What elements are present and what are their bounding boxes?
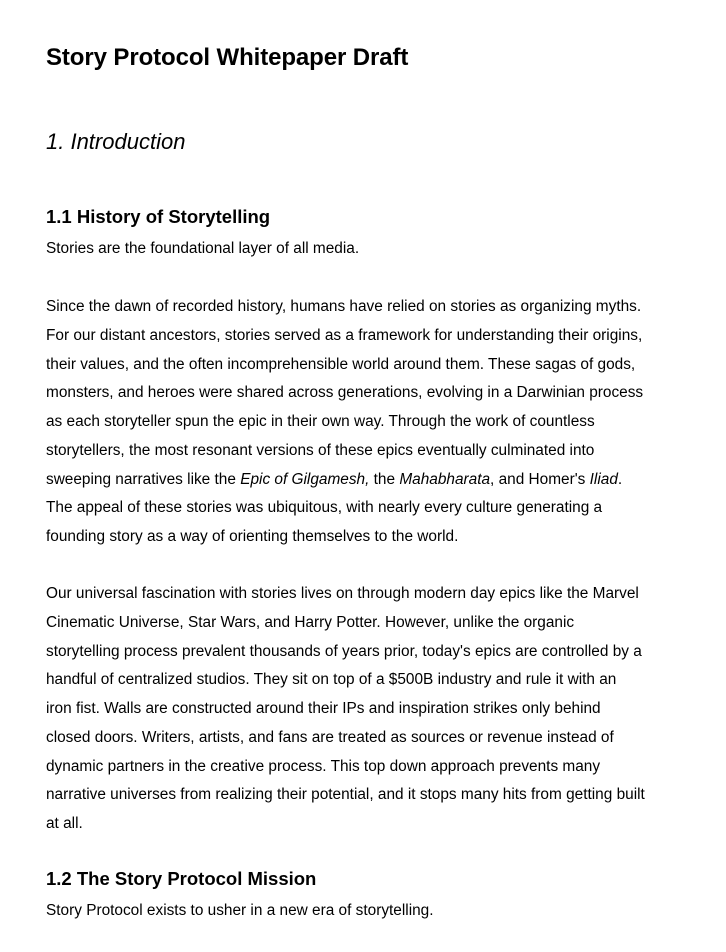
work-title-gilgamesh: Epic of Gilgamesh, [240, 470, 370, 488]
text-line: For our distant ancestors, stories served as a framework for understanding their origins, [46, 326, 643, 344]
text-line-epics [46, 466, 708, 495]
text-run: sweeping narratives like the [46, 470, 241, 488]
text-line: as each storyteller spun the epic in their own way. Through the work of countless [46, 413, 595, 430]
text-line: founding story as a way of orienting themselves to the world. [46, 528, 459, 545]
history-lead-paragraph [46, 235, 708, 264]
text-line: Since the dawn of recorded history, humans have relied on stories as organizing myths. [46, 298, 642, 315]
mission-lead-paragraph [46, 897, 708, 926]
work-title-iliad: Iliad [589, 470, 618, 488]
text-line: handful of centralized studios. They sit on top of a $500B industry and rule it with an [46, 671, 617, 689]
text-line: storytellers, the most resonant versions of these epics eventually culminated into [46, 441, 595, 459]
text-line: at all. [46, 815, 83, 832]
text-run: the [369, 470, 400, 488]
text-run: , and Homer's [490, 470, 590, 488]
text-line: Story Protocol exists to usher in a new era of storytelling. [46, 902, 434, 919]
text-line: storytelling process prevalent thousands of years prior, today's epics are controlled by a [46, 642, 642, 660]
text-line: closed doors. Writers, artists, and fans are treated as sources or revenue instead of [46, 728, 614, 746]
text-line: iron fist. Walls are constructed around their IPs and inspiration strikes only behind [46, 700, 601, 717]
text-line: narrative universes from realizing their potential, and it stops many hits from getting built [46, 786, 645, 804]
text-line: dynamic partners in the creative process. This top down approach prevents many [46, 757, 601, 775]
section-heading-introduction: 1. Introduction [46, 129, 186, 154]
work-title-mahabharata: Mahabharata [399, 470, 491, 488]
subsection-heading-mission: 1.2 The Story Protocol Mission [46, 868, 317, 889]
text-run: . [617, 470, 623, 488]
history-paragraph [46, 293, 708, 552]
text-line: The appeal of these stories was ubiquitous, with nearly every culture generating a [46, 499, 603, 517]
text-line: Stories are the foundational layer of all media. [46, 240, 360, 257]
subsection-heading-history: 1.1 History of Storytelling [46, 206, 271, 227]
text-line: monsters, and heroes were shared across generations, evolving in a Darwinian process [46, 384, 644, 402]
text-line: Cinematic Universe, Star Wars, and Harry Potter. However, unlike the organic [46, 613, 575, 631]
text-line: Our universal fascination with stories lives on through modern day epics like the Marvel [46, 585, 639, 602]
modern-epics-paragraph [46, 580, 708, 839]
document-title: Story Protocol Whitepaper Draft [46, 44, 409, 71]
text-line: their values, and the often incomprehensible world around them. These sagas of gods, [46, 355, 636, 373]
